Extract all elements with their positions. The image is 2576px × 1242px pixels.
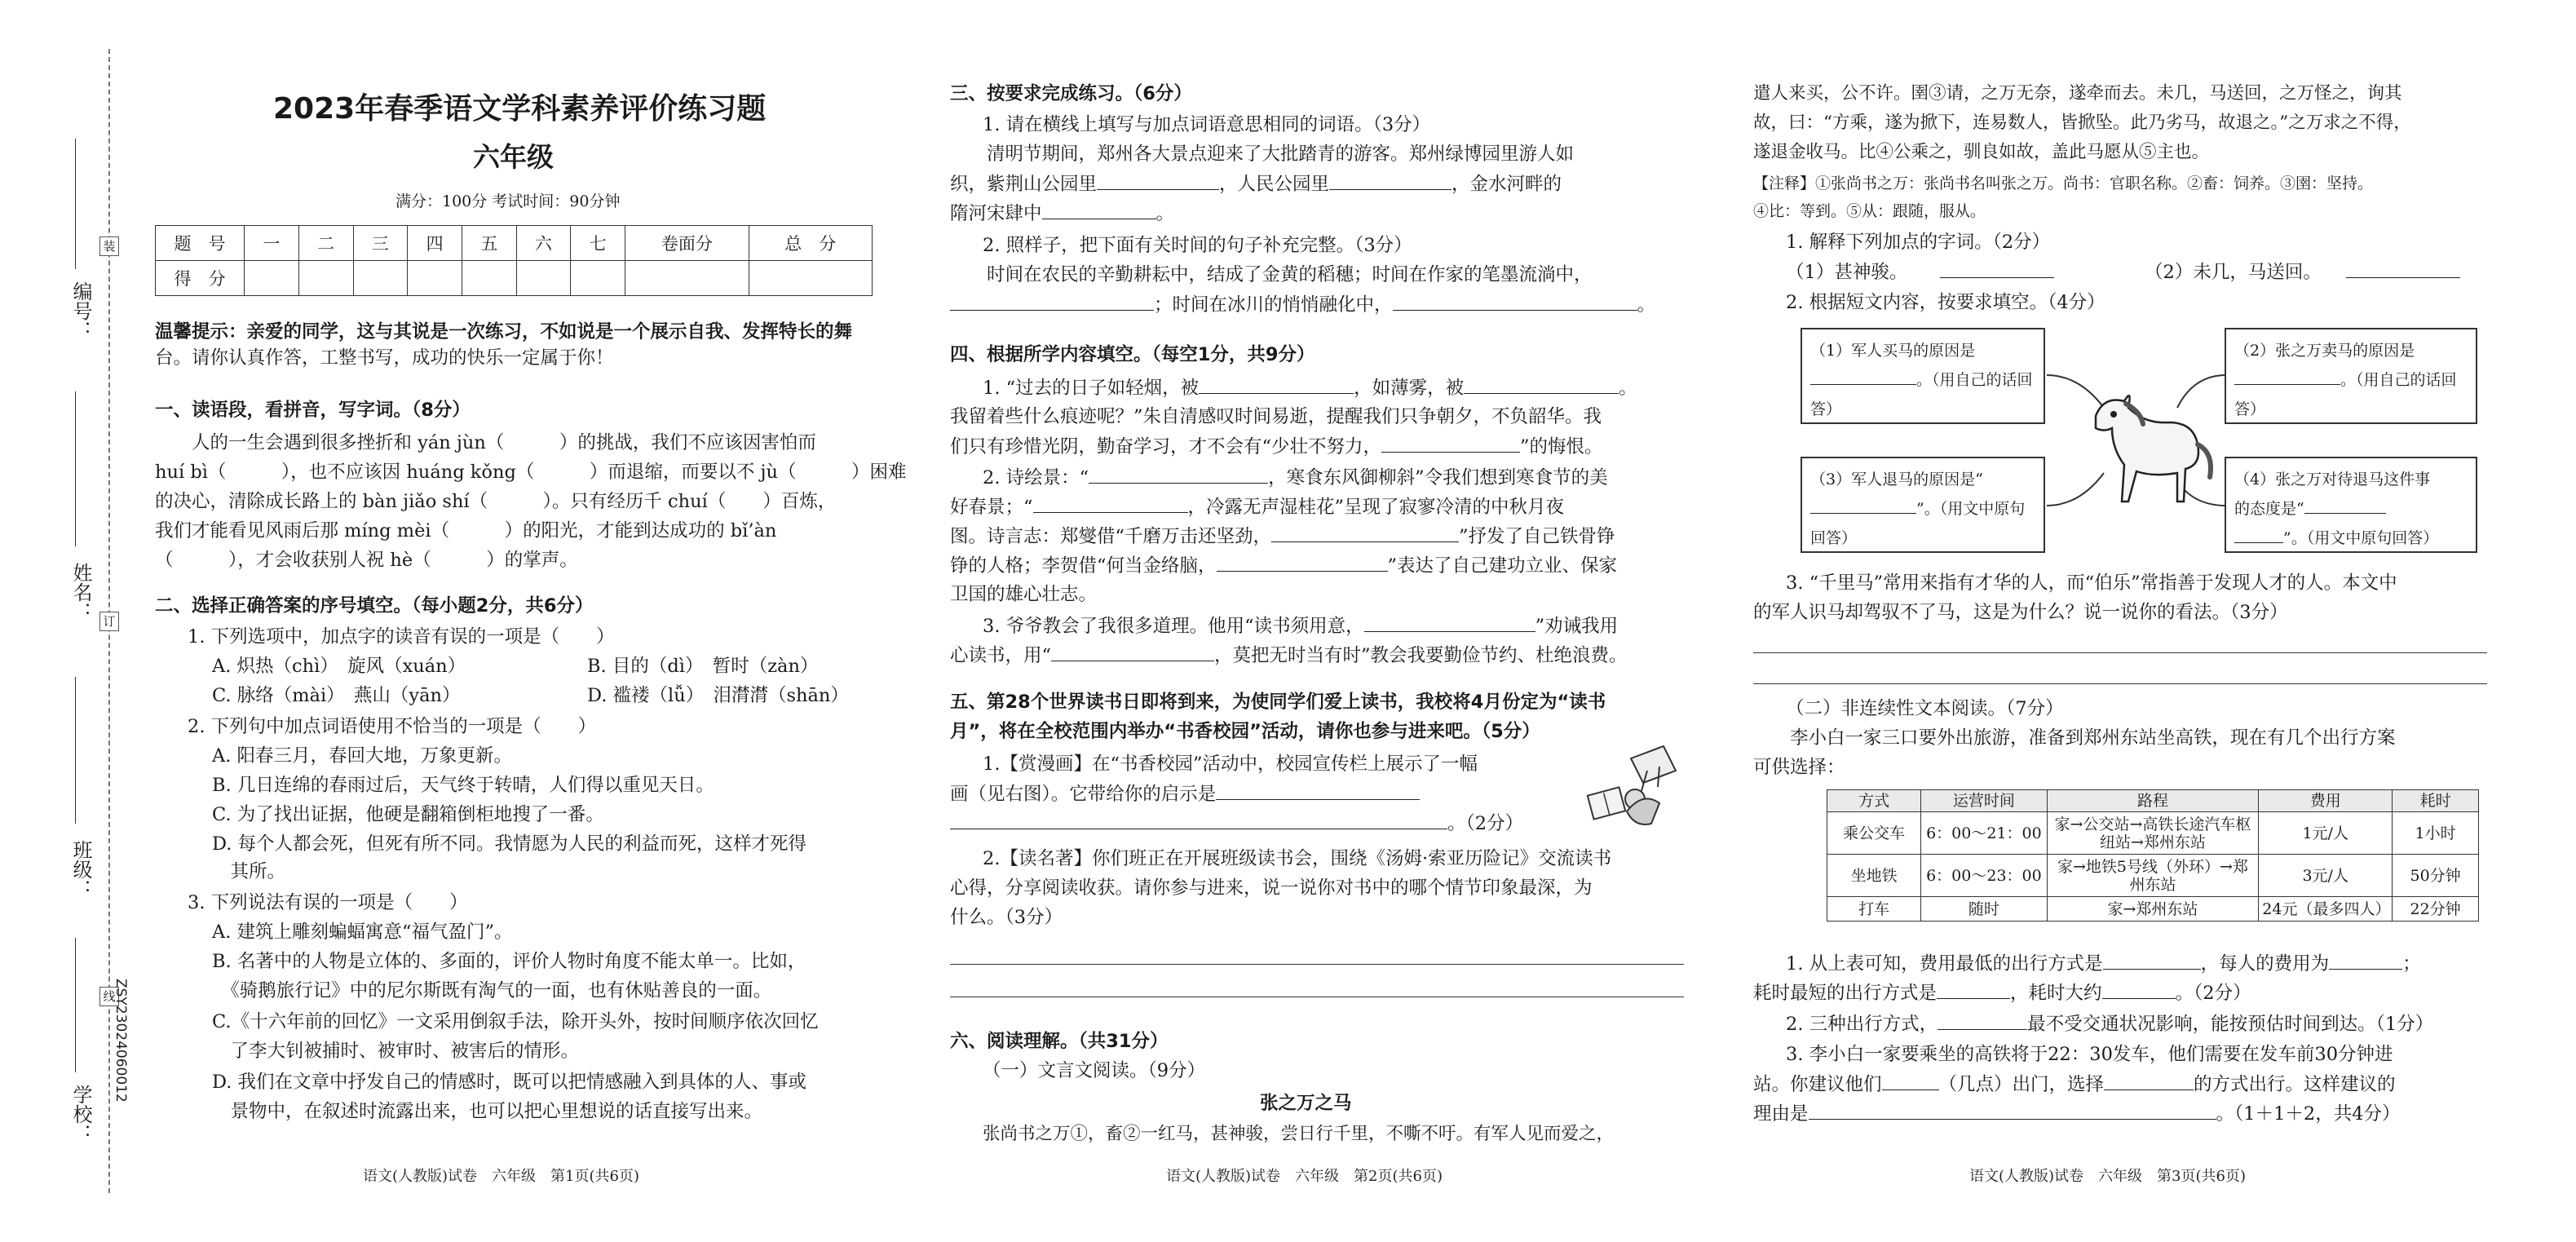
binding-margin [0, 0, 147, 1242]
option[interactable]: B. 目的（dì） 暂时（zàn） [587, 656, 819, 677]
answer-blank[interactable] [1042, 201, 1156, 219]
travel-cell: 6：00～21：00 [1921, 812, 2048, 855]
intro: 可供选择： [1753, 757, 1845, 778]
essay-title: 张之万之马 [1260, 1093, 1352, 1114]
answer-blank[interactable] [2234, 366, 2340, 385]
section-1-title: 一、读语段，看拼音，写字词。（8分） [155, 400, 471, 421]
option[interactable]: A. 建筑上雕刻蝙蝠寓意“福气盈门”。 [212, 922, 513, 943]
travel-header: 路程 [2047, 790, 2259, 812]
option[interactable]: B. 几日连绵的春雨过后，天气终于转晴，人们得以重见天日。 [212, 775, 714, 796]
s4-line: 铮的人格；李贺借“何当金络脑， ”表达了自己建功立业、保家 [950, 553, 1617, 578]
binding-mark-1: 装 [99, 236, 119, 256]
t-q2: 2. 三种出行方式， 最不受交通状况影响，能按预估时间到达。（1分） [1786, 1011, 2433, 1036]
name-label: 姓名： [69, 563, 92, 621]
sub-section-2: （二）非连续性文本阅读。（7分） [1786, 698, 2064, 719]
s3-fill-line: ；时间在冰川的悄悄融化中， 。 [950, 292, 1655, 317]
answer-line[interactable] [1753, 652, 2487, 653]
r-q3: 3. “千里马”常用来指有才华的人，而“伯乐”常指善于发现人才的人。本文中 [1786, 572, 2397, 594]
answer-blank[interactable] [2304, 495, 2386, 514]
answer-box-4[interactable]: （4）张之万对待退马这件事 的态度是“ ”。（用文中原句回答） [2225, 457, 2477, 553]
s4-line: 2. 诗绘景：“ ，寒食东风御柳斜”令我们想到寒食节的美 [983, 465, 1608, 490]
s2-q3: 3. 下列说法有误的一项是（ ） [188, 892, 468, 913]
option[interactable]: D. 我们在文章中抒发自己的情感时，既可以把情感融入到具体的人、事或 [212, 1072, 807, 1093]
s4-line: 们只有珍惜光阴，勤奋学习，才不会有“少壮不努力， ”的悔恨。 [950, 434, 1603, 459]
travel-cell: 3元/人 [2259, 855, 2393, 897]
answer-blank[interactable] [2104, 1072, 2194, 1090]
s4-line: 好春景；“ ，冷露无声湿桂花”呈现了寂寥冷清的中秋月夜 [950, 494, 1564, 519]
exam-grade: 六年级 [473, 141, 554, 173]
option-cont: 了李大钊被捕时、被审时、被害后的情形。 [212, 1041, 580, 1062]
score-header: 一 [245, 226, 299, 261]
school-line [75, 938, 76, 1072]
page-3 [1753, 0, 2512, 1242]
s3-q2: 2. 照样子，把下面有关时间的句子补充完整。（3分） [983, 235, 1412, 256]
s5-q2: 心得，分享阅读收获。请你参与进来，说一说你对书中的哪个情节印象最深，为 [950, 877, 1593, 899]
option-cont: 其所。 [212, 861, 286, 882]
option[interactable]: C. 为了找出证据，他硬是翻箱倒柜地搜了一番。 [212, 804, 604, 825]
option[interactable]: A. 炽热（chì） 旋风（xuán） [212, 656, 466, 677]
answer-blank[interactable] [1882, 1072, 1939, 1090]
travel-cell: 24元（最多四人） [2259, 897, 2393, 922]
option-cont: 《骑鹅旅行记》中的尼尔斯既有淘气的一面，也有休贴善良的一面。 [212, 980, 772, 1001]
answer-blank[interactable] [2329, 951, 2402, 970]
score-header: 四 [408, 226, 462, 261]
travel-cell: 乘公交车 [1827, 812, 1921, 855]
travel-header: 费用 [2259, 790, 2393, 812]
travel-cell: 家→郑州东站 [2047, 897, 2259, 922]
answer-blank[interactable] [1364, 613, 1535, 632]
travel-table [1827, 789, 2479, 922]
score-header: 七 [571, 226, 625, 261]
score-cell[interactable] [625, 261, 749, 296]
score-cell[interactable] [245, 261, 299, 296]
s3-text: 清明节期间，郑州各大景点迎来了大批踏青的游客。郑州绿博园里游人如 [950, 144, 1575, 165]
t-q3-cont: 理由是 。（1＋1＋2，共4分） [1753, 1101, 2401, 1126]
s3-fill-line: 织，紫荆山公园里 ，人民公园里 ，金水河畔的 [950, 171, 1562, 197]
travel-cell: 随时 [1921, 897, 2048, 922]
answer-blank[interactable] [2234, 524, 2283, 543]
answer-blank[interactable] [1940, 259, 2054, 278]
s4-line: 1. “过去的日子如轻烟，被 ，如薄雾，被 。 [983, 375, 1637, 400]
s6-sub1: （一）文言文阅读。（9分） [983, 1060, 1206, 1081]
r-q3: 的军人识马却驾驭不了马，这是为什么？说一说你的看法。（3分） [1753, 602, 2288, 623]
answer-box-1[interactable]: （1）军人买马的原因是 。（用自己的话回答） [1801, 328, 2045, 424]
s5-q2: 什么。（3分） [950, 907, 1063, 928]
s4-line: 我留着些什么痕迹呢？”朱自清感叹时间易逝，提醒我们只争朝夕，不负韶华。我 [950, 406, 1602, 427]
s5-q1: 1.【赏漫画】在“书香校园”活动中，校园宣传栏上展示了一幅 [983, 754, 1478, 775]
answer-blank[interactable] [1097, 171, 1219, 190]
option[interactable]: D. 褴褛（lǚ） 泪潸潸（shān） [587, 685, 849, 706]
s2-q1: 1. 下列选项中，加点字的读音有误的一项是（ ） [188, 626, 615, 648]
section-5-title: 五、第28个世界读书日即将到来，为使同学们爱上读书，我校将4月份定为“读书 [950, 692, 1606, 713]
travel-cell: 50分钟 [2393, 855, 2479, 897]
score-header: 总 分 [749, 226, 872, 261]
s1-line: 的决心，清除成长路上的 bàn jiǎo shí（ ）。只有经历千 chuí（ ）百炼， [155, 491, 837, 512]
answer-blank[interactable] [2103, 951, 2201, 970]
section-4-title: 四、根据所学内容填空。（每空1分，共9分） [950, 344, 1315, 365]
score-table [155, 225, 873, 296]
travel-header: 运营时间 [1921, 790, 2048, 812]
intro: 李小白一家三口要外出旅游，准备到郑州东站坐高铁，现在有几个出行方案 [1753, 727, 2396, 749]
travel-cell: 坐地铁 [1827, 855, 1921, 897]
name-line [75, 391, 76, 546]
binding-mark-3: 线 [99, 987, 119, 1006]
travel-header: 耗时 [2393, 790, 2479, 812]
travel-cell: 1元/人 [2259, 812, 2393, 855]
t-q1-cont: 耗时最短的出行方式是 ，耗时大约 。（2分） [1753, 980, 2251, 1006]
option[interactable]: A. 阳春三月，春回大地，万象更新。 [212, 745, 513, 767]
answer-blank[interactable] [1810, 366, 1916, 385]
class-label: 班级： [69, 840, 92, 899]
score-header: 六 [516, 226, 571, 261]
answer-blank[interactable] [1089, 465, 1268, 484]
answer-blank[interactable] [1464, 375, 1619, 394]
option[interactable]: C.《十六年前的回忆》一文采用倒叙手法，除开头外，按时间顺序依次回忆 [212, 1011, 819, 1032]
answer-blank[interactable] [1393, 292, 1637, 311]
answer-blank[interactable] [1810, 495, 1916, 514]
number-line [75, 139, 76, 269]
score-cell[interactable] [749, 261, 872, 296]
answer-blank[interactable] [2346, 259, 2460, 278]
answer-blank[interactable] [1938, 1011, 2027, 1030]
answer-blank[interactable] [1051, 643, 1214, 661]
score-cell[interactable] [516, 261, 571, 296]
travel-cell: 6：00～23：00 [1921, 855, 2048, 897]
s4-line: 卫国的雄心壮志。 [950, 584, 1098, 605]
answer-blank[interactable] [1199, 375, 1354, 394]
essay-line: 故，曰：“方乘，遂为掀下，连易数人，皆掀坠。此乃劣马，故退之。”之万求之不得， [1753, 113, 2411, 133]
answer-blank[interactable] [2102, 980, 2176, 999]
answer-blank[interactable] [1381, 434, 1520, 453]
score-header: 五 [462, 226, 516, 261]
section-3-title: 三、按要求完成练习。（6分） [950, 83, 1192, 104]
score-header: 三 [353, 226, 408, 261]
s4-line: 心读书，用“ ，莫把无时当有时”教会我要勤俭节约、杜绝浪费。 [950, 643, 1628, 668]
answer-line[interactable] [1753, 683, 2487, 684]
tip-line-1: 温馨提示：亲爱的同学，这与其说是一次练习，不如说是一个展示自我、发挥特长的舞 [155, 321, 853, 343]
essay-line: 遂退金收马。比④公乘之，驯良如故，盖此马愿从⑤主也。 [1753, 142, 2210, 162]
answer-blank[interactable] [1937, 980, 2010, 999]
answer-blank[interactable] [950, 292, 1154, 311]
answer-blank[interactable] [1271, 524, 1459, 542]
score-cell[interactable] [353, 261, 408, 296]
notes: 【注释】①张尚书之万：张尚书名叫张之万。尚书：官职名称。②畜：饲养。③圉：坚持。 [1753, 175, 2374, 192]
page-1 [147, 0, 905, 1242]
answer-box-2[interactable]: （2）张之万卖马的原因是 。（用自己的话回答） [2225, 328, 2477, 424]
tip-line-2: 台。请你认真作答，工整书写，成功的快乐一定属于你！ [155, 347, 614, 369]
score-cell[interactable] [408, 261, 462, 296]
s1-line: 我们才能看见风雨后那 míng mèi（ ）的阳光，才能到达成功的 bǐ’àn [155, 520, 777, 541]
score-cell[interactable] [462, 261, 516, 296]
s1-line: 人的一生会遇到很多挫折和 yán jùn（ ）的挑战，我们不应该因害怕而 [155, 432, 816, 453]
page-footer: 语文(人教版)试卷 六年级 第3页(共6页) [1969, 1168, 2246, 1185]
answer-line[interactable] [950, 964, 1684, 965]
s5-q2: 2.【读名著】你们班正在开展班级读书会，围绕《汤姆·索亚历险记》交流读书 [983, 848, 1612, 869]
answer-blank[interactable] [1033, 494, 1188, 513]
score-header: 二 [298, 226, 353, 261]
s4-line: 图。诗言志：郑燮借“千磨万击还坚劲， ”抒发了自己铁骨铮 [950, 524, 1615, 549]
s5-q1-line: 。（2分） [950, 811, 1523, 836]
r-q1: 1. 解释下列加点的字词。（2分） [1786, 232, 2051, 253]
travel-header: 方式 [1827, 790, 1921, 812]
page-2 [950, 0, 1708, 1242]
paper-code: ZSY23024060012 [113, 979, 129, 1103]
option[interactable]: D. 每个人都会死，但死有所不同。我情愿为人民的利益而死，这样才死得 [212, 833, 807, 855]
option[interactable]: C. 脉络（mài） 燕山（yān） [212, 685, 461, 706]
school-label: 学校： [69, 1085, 92, 1143]
answer-blank[interactable] [950, 811, 1447, 829]
r-q1b: （2）未几，马送回。 [2145, 259, 2460, 285]
answer-blank[interactable] [1809, 1101, 2216, 1120]
s1-line: huí bì（ ），也不应该因 huáng kǒng（ ）而退缩，而要以不 jù（ ）困难 [155, 462, 907, 483]
section-5-title-cont: 月”，将在全校范围内举办“书香校园”活动，请你也参与进来吧。（5分） [950, 721, 1540, 742]
r-q1a: （1）甚神骏。 [1786, 259, 2054, 285]
option[interactable]: B. 名著中的人物是立体的、多面的，评价人物时角度不能太单一。比如， [212, 951, 806, 972]
travel-cell: 家→公交站→高铁长途汽车枢纽站→郑州东站 [2047, 812, 2259, 855]
score-cell[interactable] [571, 261, 625, 296]
s3-text: 时间在农民的辛勤耕耘中，结成了金黄的稻穗；时间在作家的笔墨流淌中， [950, 264, 1593, 285]
page-footer: 语文(人教版)试卷 六年级 第1页(共6页) [363, 1168, 639, 1185]
score-header: 题 号 [156, 226, 245, 261]
r-q2: 2. 根据短文内容，按要求填空。（4分） [1786, 292, 2105, 313]
exam-meta: 满分：100分 考试时间：90分钟 [395, 192, 621, 210]
travel-cell: 家→地铁5号线（外环）→郑州东站 [2047, 855, 2259, 897]
class-line [75, 677, 76, 824]
s1-line: （ ），才会收获别人祝 hè（ ）的掌声。 [155, 550, 578, 571]
essay-line: 遣人来买，公不许。圉③请，之万无奈，遂牵而去。未几，马送回，之万怪之，询其 [1753, 83, 2402, 104]
travel-cell: 22分钟 [2393, 897, 2479, 922]
score-header: 卷面分 [625, 226, 749, 261]
binding-mark-2: 订 [99, 612, 119, 631]
page-footer: 语文(人教版)试卷 六年级 第2页(共6页) [1166, 1168, 1443, 1185]
option-cont: 景物中，在叙述时流露出来，也可以把心里想说的话直接写出来。 [212, 1101, 763, 1122]
answer-box-3[interactable]: （3）军人退马的原因是“ ”。（用文中原句回答） [1801, 457, 2045, 553]
s2-q2: 2. 下列句中加点词语使用不恰当的一项是（ ） [188, 716, 597, 737]
travel-cell: 1小时 [2393, 812, 2479, 855]
reading-cartoon-icon [1586, 742, 1684, 832]
notes: ④比：等到。⑤从：跟随，服从。 [1753, 202, 1986, 220]
exam-title: 2023年春季语文学科素养评价练习题 [273, 92, 767, 126]
answer-blank[interactable] [1329, 171, 1451, 190]
s3-fill-line: 隋河宋肆中 。 [950, 201, 1174, 226]
number-label: 编号： [69, 281, 92, 340]
t-q1: 1. 从上表可知，费用最低的出行方式是 ，每人的费用为 ； [1786, 951, 2421, 976]
answer-blank[interactable] [1216, 781, 1420, 800]
section-2-title: 二、选择正确答案的序号填空。（每小题2分，共6分） [155, 595, 594, 617]
s5-q1-line: 画（见右图）。它带给你的启示是 [950, 781, 1420, 807]
score-row-label: 得 分 [156, 261, 245, 296]
s4-line: 3. 爷爷教会了我很多道理。他用“读书须用意， ”劝诫我用 [983, 613, 1618, 639]
answer-blank[interactable] [1217, 553, 1388, 572]
section-6-title: 六、阅读理解。（共31分） [950, 1031, 1169, 1052]
score-cell[interactable] [298, 261, 353, 296]
essay-line: 张尚书之万①，畜②一红马，甚神骏，尝日行千里，不嘶不吁。有军人见而爱之， [983, 1124, 1615, 1144]
travel-cell: 打车 [1827, 897, 1921, 922]
t-q3-cont: 站。你建议他们 （几点）出门，选择 的方式出行。这样建议的 [1753, 1072, 2396, 1097]
s3-q1: 1. 请在横线上填写与加点词语意思相同的词语。（3分） [983, 114, 1431, 135]
t-q3: 3. 李小白一家要乘坐的高铁将于22：30发车，他们需要在发车前30分钟进 [1786, 1044, 2393, 1065]
horse-illustration [2047, 326, 2226, 555]
